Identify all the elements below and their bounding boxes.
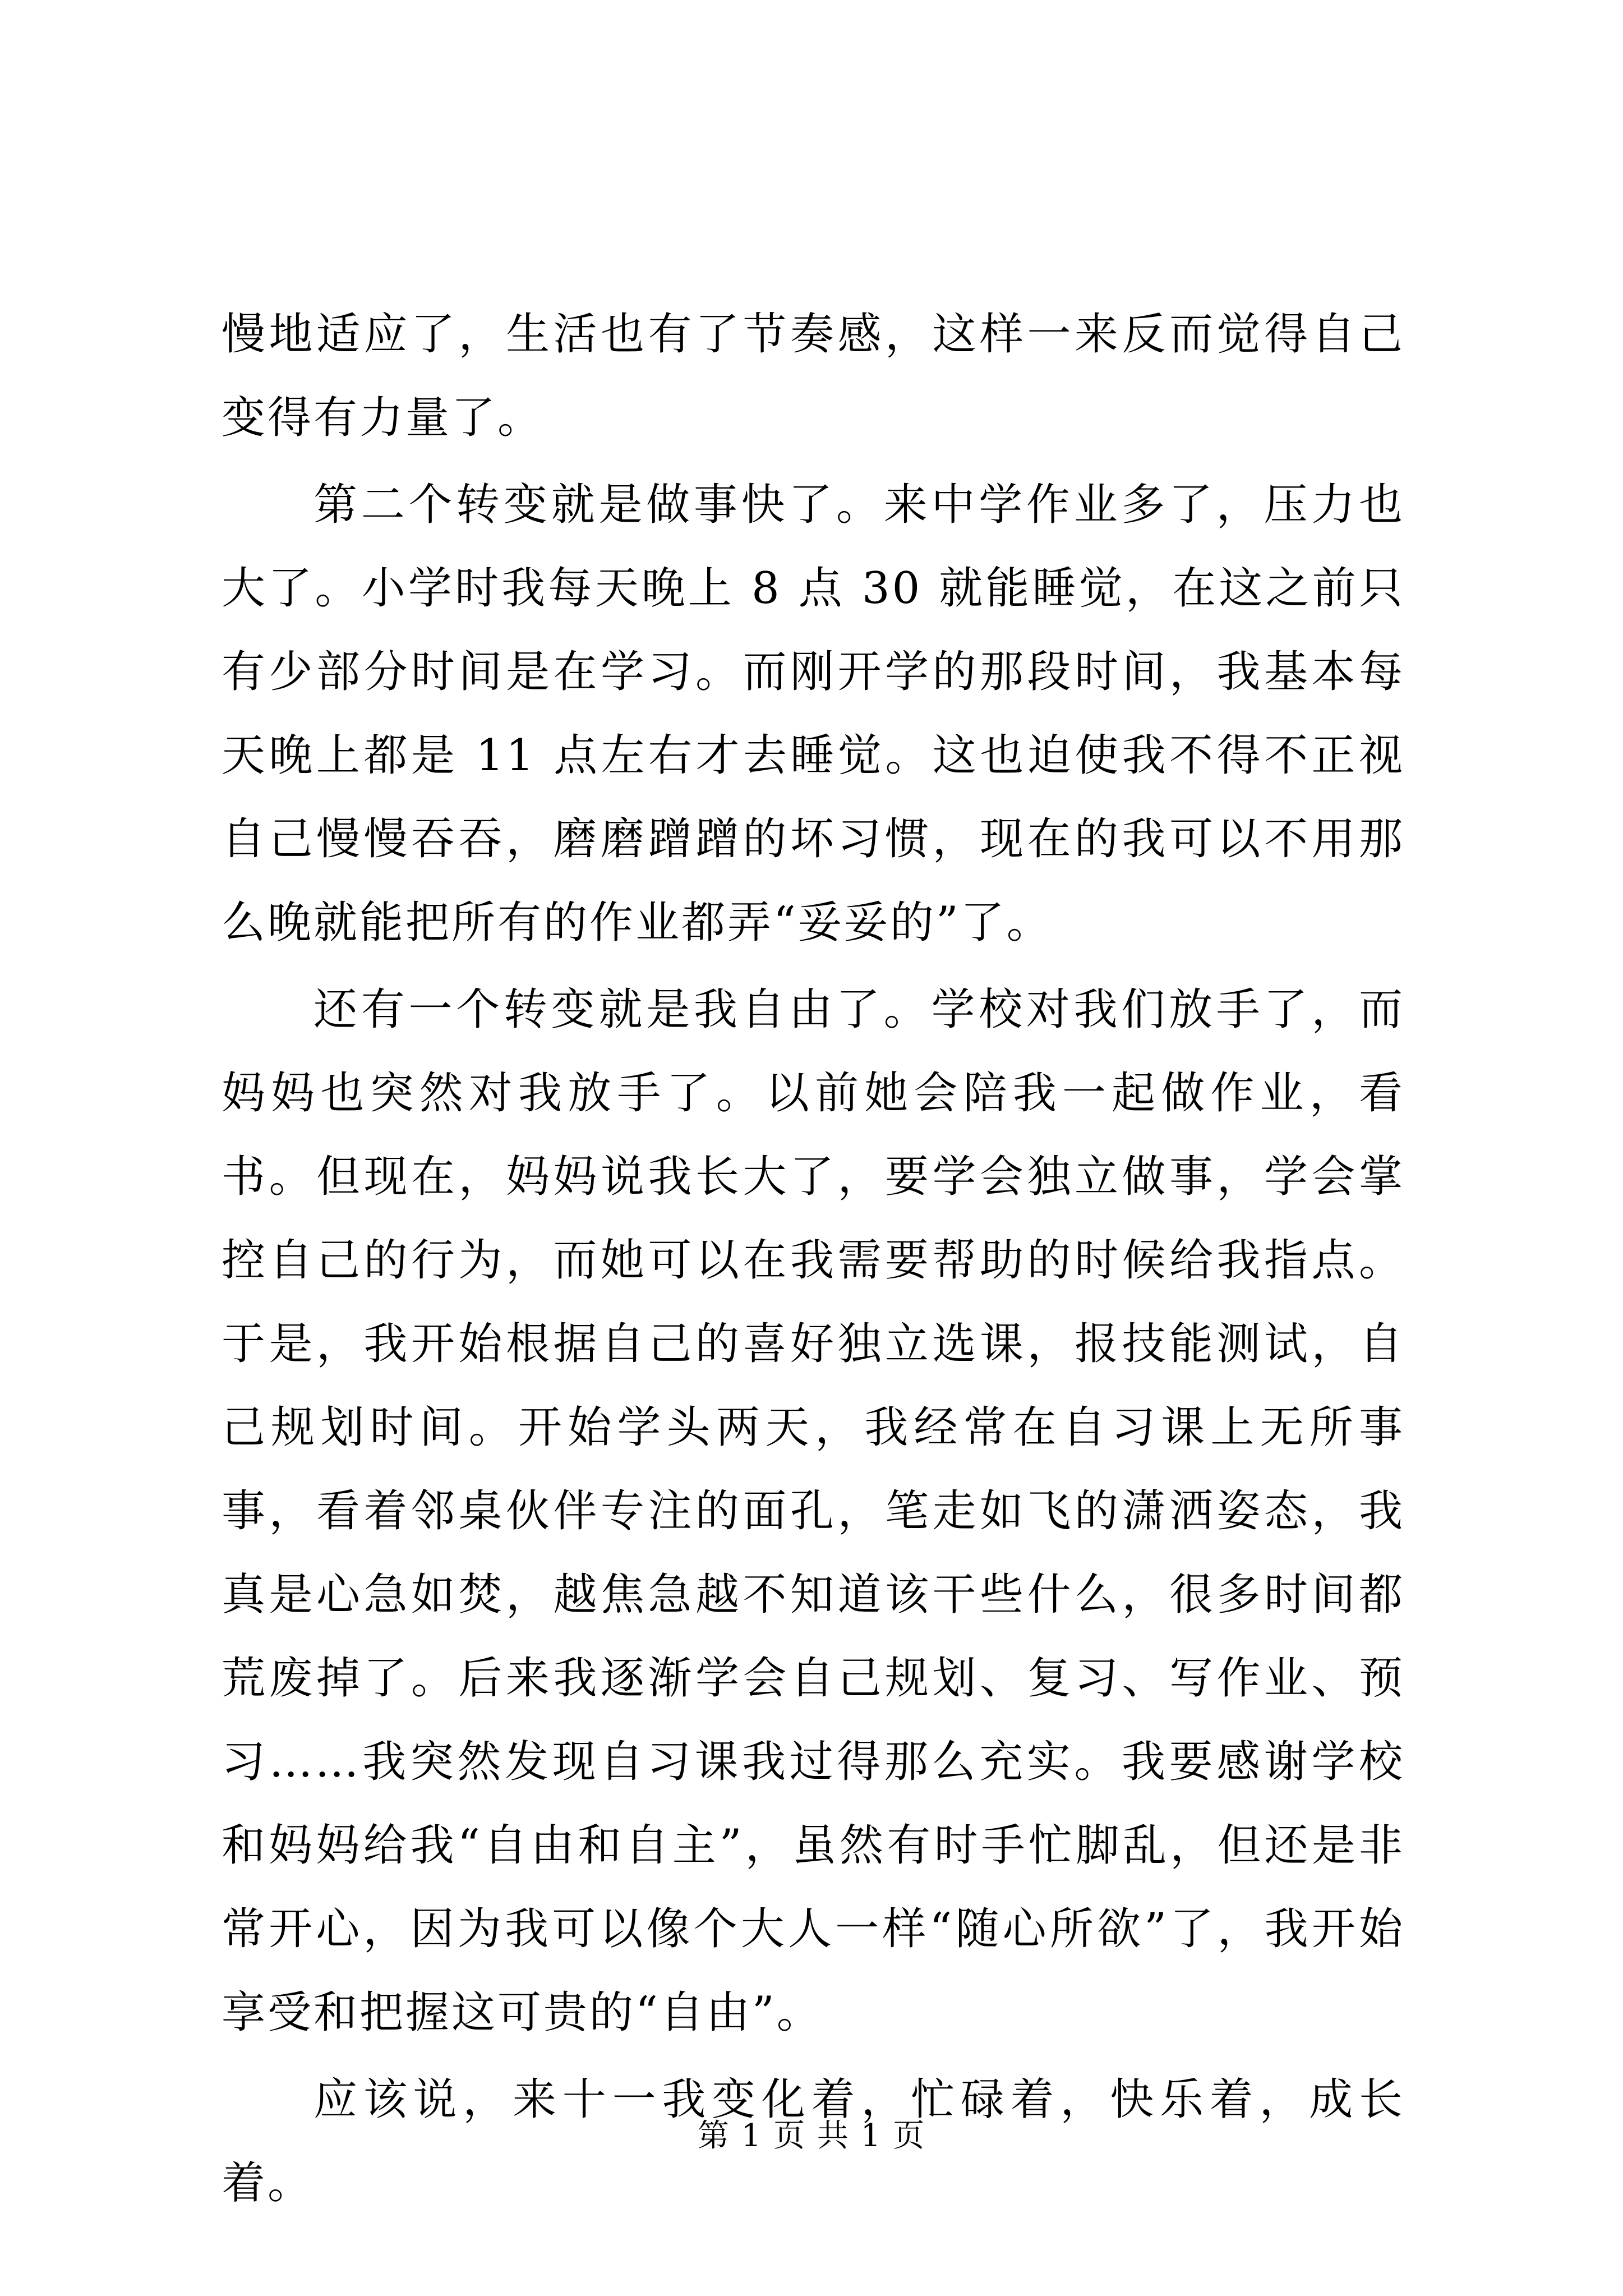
paragraph-3: 还有一个转变就是我自由了。学校对我们放手了，而妈妈也突然对我放手了。以前她会陪我一起做作业，看书。但现在，妈妈说我长大了，要学会独立做事，学会掌控自己的行为，而她可以在我需要帮助的时候给我指点。于是，我开始根据自己的喜好独立选课，报技能测试，自己规划时间。开始学头两天，我经常在自习课上无所事事，看着邻桌伙伴专注的面孔，笔走如飞的潇洒姿态，我真是心急如焚，越焦急越不知道该干些什么，很多时间都荒废掉了。后来我逐渐学会自己规划、复习、写作业、预习……我突然发现自习课我过得那么充实。我要感谢学校和妈妈给我“自由和自主”，虽然有时手忙脚乱，但还是非常开心，因为我可以像个大人一样“随心所欲”了，我开始享受和把握这可贵的“自由”。	[222, 984, 1405, 2038]
paragraph-4: 应该说，来十一我变化着，忙碌着，快乐着，成长着。	[222, 2074, 1405, 2208]
page-footer	[0, 2114, 1623, 2159]
paragraph-1: 慢地适应了，生活也有了节奏感，这样一来反而觉得自己变得有力量了。	[222, 309, 1405, 443]
paragraph-2: 第二个转变就是做事快了。来中学作业多了，压力也大了。小学时我每天晚上 8 点 30 就能睡觉，在这之前只有少部分时间是在学习。而刚开学的那段时间，我基本每天晚上都是 11 点左右才去睡觉。这也迫使我不得不正视自己慢慢吞吞，磨磨蹭蹭的坏习惯，现在的我可以不用那么晚就能把所有的作业都弄“妥妥的”了。	[222, 480, 1405, 948]
page-number-label: 第 1 页 共 1 页	[697, 2118, 926, 2154]
document-body	[222, 293, 1405, 2225]
